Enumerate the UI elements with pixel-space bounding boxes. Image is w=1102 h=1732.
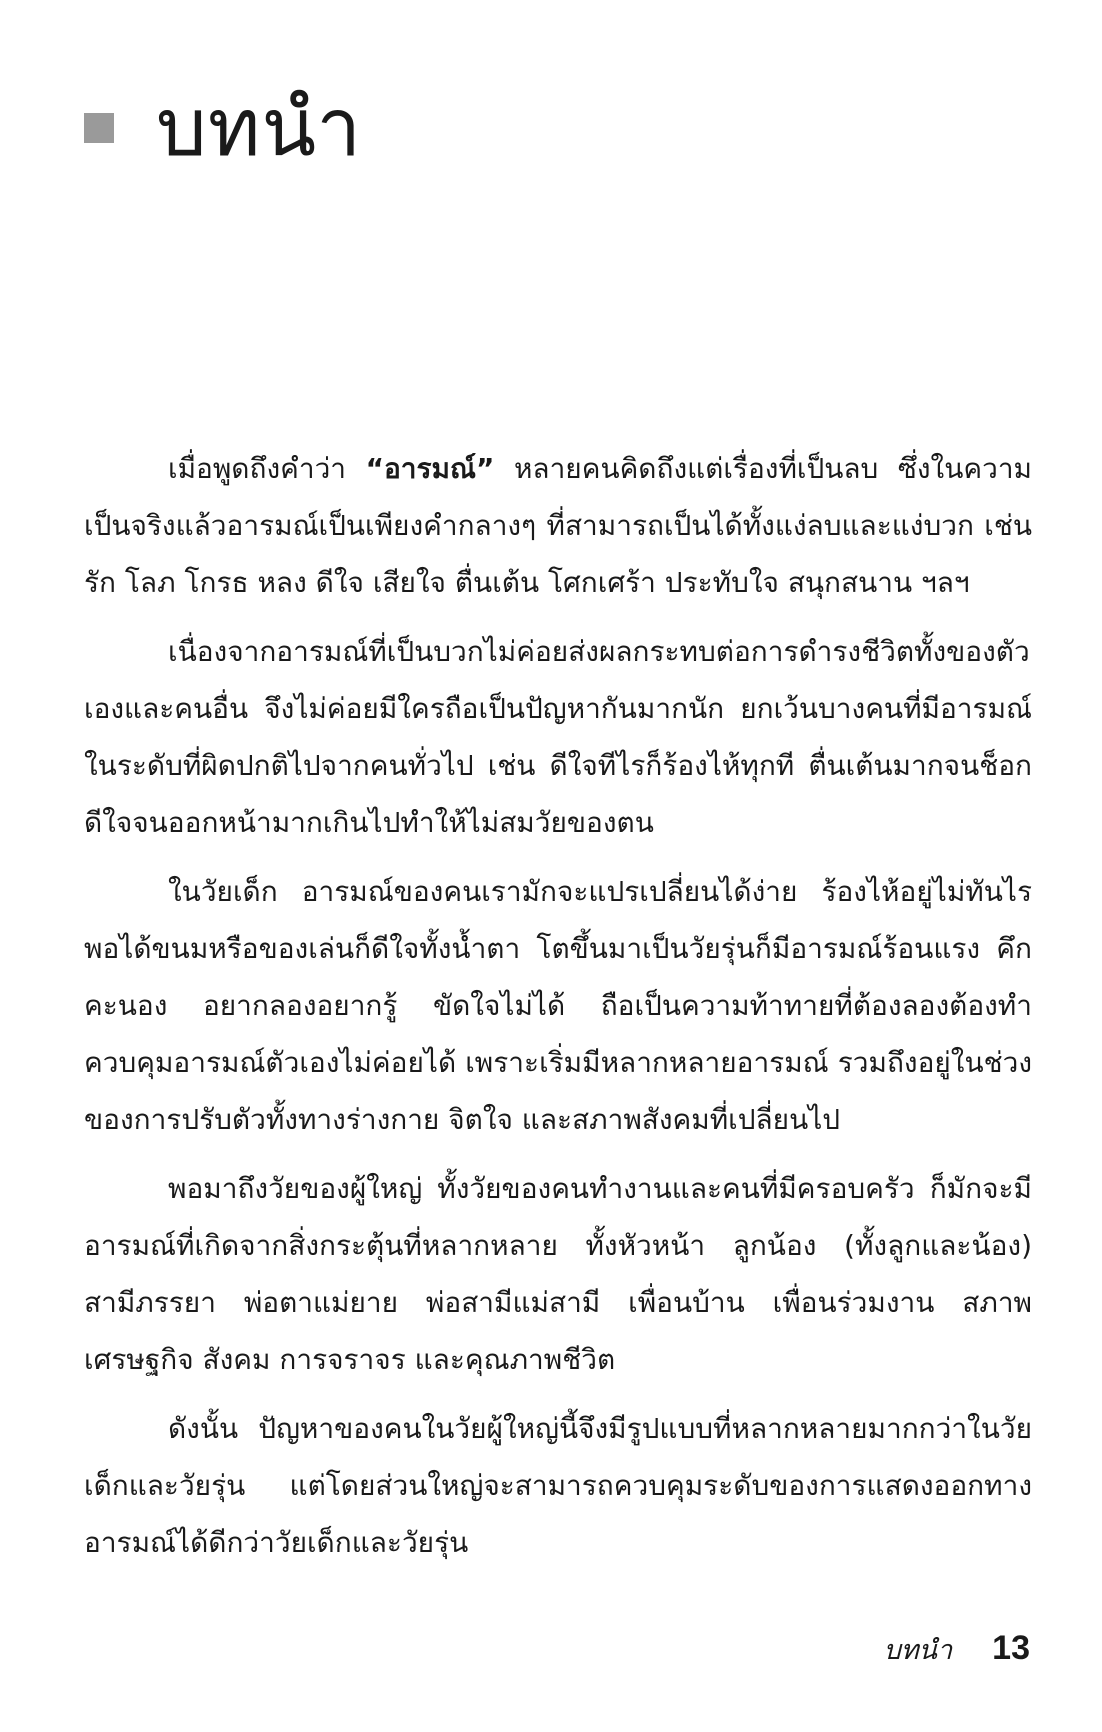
- paragraph-3: ในวัยเด็ก อารมณ์ของคนเรามักจะแปรเปลี่ยนได้ง่าย ร้องไห้อยู่ไม่ทันไร พอได้ขนมหรือของเล่นก็ดีใจทั้งน้ำตา โตขึ้นมาเป็นวัยรุ่นก็มีอารมณ์ร้อนแรง คึกคะนอง อยากลองอยากรู้ ขัดใจไม่ได้ ถือเป็นความท้าทายที่ต้องลองต้องทำ ควบคุมอารมณ์ตัวเองไม่ค่อยได้ เพราะเริ่มมีหลากหลายอารมณ์ รวมถึงอยู่ในช่วงของการปรับตัวทั้งทางร่างกาย จิตใจ และสภาพสังคมที่เปลี่ยนไป: [84, 875, 1032, 1136]
- running-title: บทนำ: [883, 1635, 953, 1666]
- paragraph-4: พอมาถึงวัยของผู้ใหญ่ ทั้งวัยของคนทำงานและคนที่มีครอบครัว ก็มักจะมีอารมณ์ที่เกิดจากสิ่งกระตุ้นที่หลากหลาย ทั้งหัวหน้า ลูกน้อง (ทั้งลูกและน้อง) สามีภรรยา พ่อตาแม่ยาย พ่อสามีแม่สามี เพื่อนบ้าน เพื่อนร่วมงาน สภาพเศรษฐกิจ สังคม การจราจร และคุณภาพชีวิต: [84, 1172, 1032, 1376]
- emphasized-term: “อารมณ์”: [365, 452, 495, 485]
- chapter-header: [84, 81, 363, 174]
- square-bullet-icon: [84, 113, 114, 143]
- paragraph-1: [84, 440, 1032, 611]
- paragraph-5: ดังนั้น ปัญหาของคนในวัยผู้ใหญ่นี้จึงมีรูปแบบที่หลากหลายมากกว่าในวัยเด็กและวัยรุ่น แต่โดยส่วนใหญ่จะสามารถควบคุมระดับของการแสดงออกทางอารมณ์ได้ดีกว่าวัยเด็กและวัยรุ่น: [84, 1412, 1032, 1559]
- paragraph-2: เนื่องจากอารมณ์ที่เป็นบวกไม่ค่อยส่งผลกระทบต่อการดำรงชีวิตทั้งของตัวเองและคนอื่น จึงไม่ค่อยมีใครถือเป็นปัญหากันมากนัก ยกเว้นบางคนที่มีอารมณ์ในระดับที่ผิดปกติไปจากคนทั่วไป เช่น ดีใจทีไรก็ร้องไห้ทุกที ตื่นเต้นมากจนช็อก ดีใจจนออกหน้ามากเกินไปทำให้ไม่สมวัยของตน: [84, 635, 1032, 839]
- paragraph-1-rest: หลายคนคิดถึงแต่เรื่องที่เป็นลบ ซึ่งในความเป็นจริงแล้วอารมณ์เป็นเพียงคำกลางๆ ที่สามารถเป็นได้ทั้งแง่ลบและแง่บวก เช่น รัก โลภ โกรธ หลง ดีใจ เสียใจ ตื่นเต้น โศกเศร้า ประทับใจ สนุกสนาน ฯลฯ: [84, 452, 1032, 599]
- chapter-title: บทนำ: [156, 81, 363, 174]
- paragraph-1-lead: เมื่อพูดถึงคำว่า: [168, 452, 366, 485]
- page-number: 13: [992, 1629, 1030, 1667]
- body-text: [84, 440, 1032, 1583]
- page-footer: [884, 1628, 1030, 1671]
